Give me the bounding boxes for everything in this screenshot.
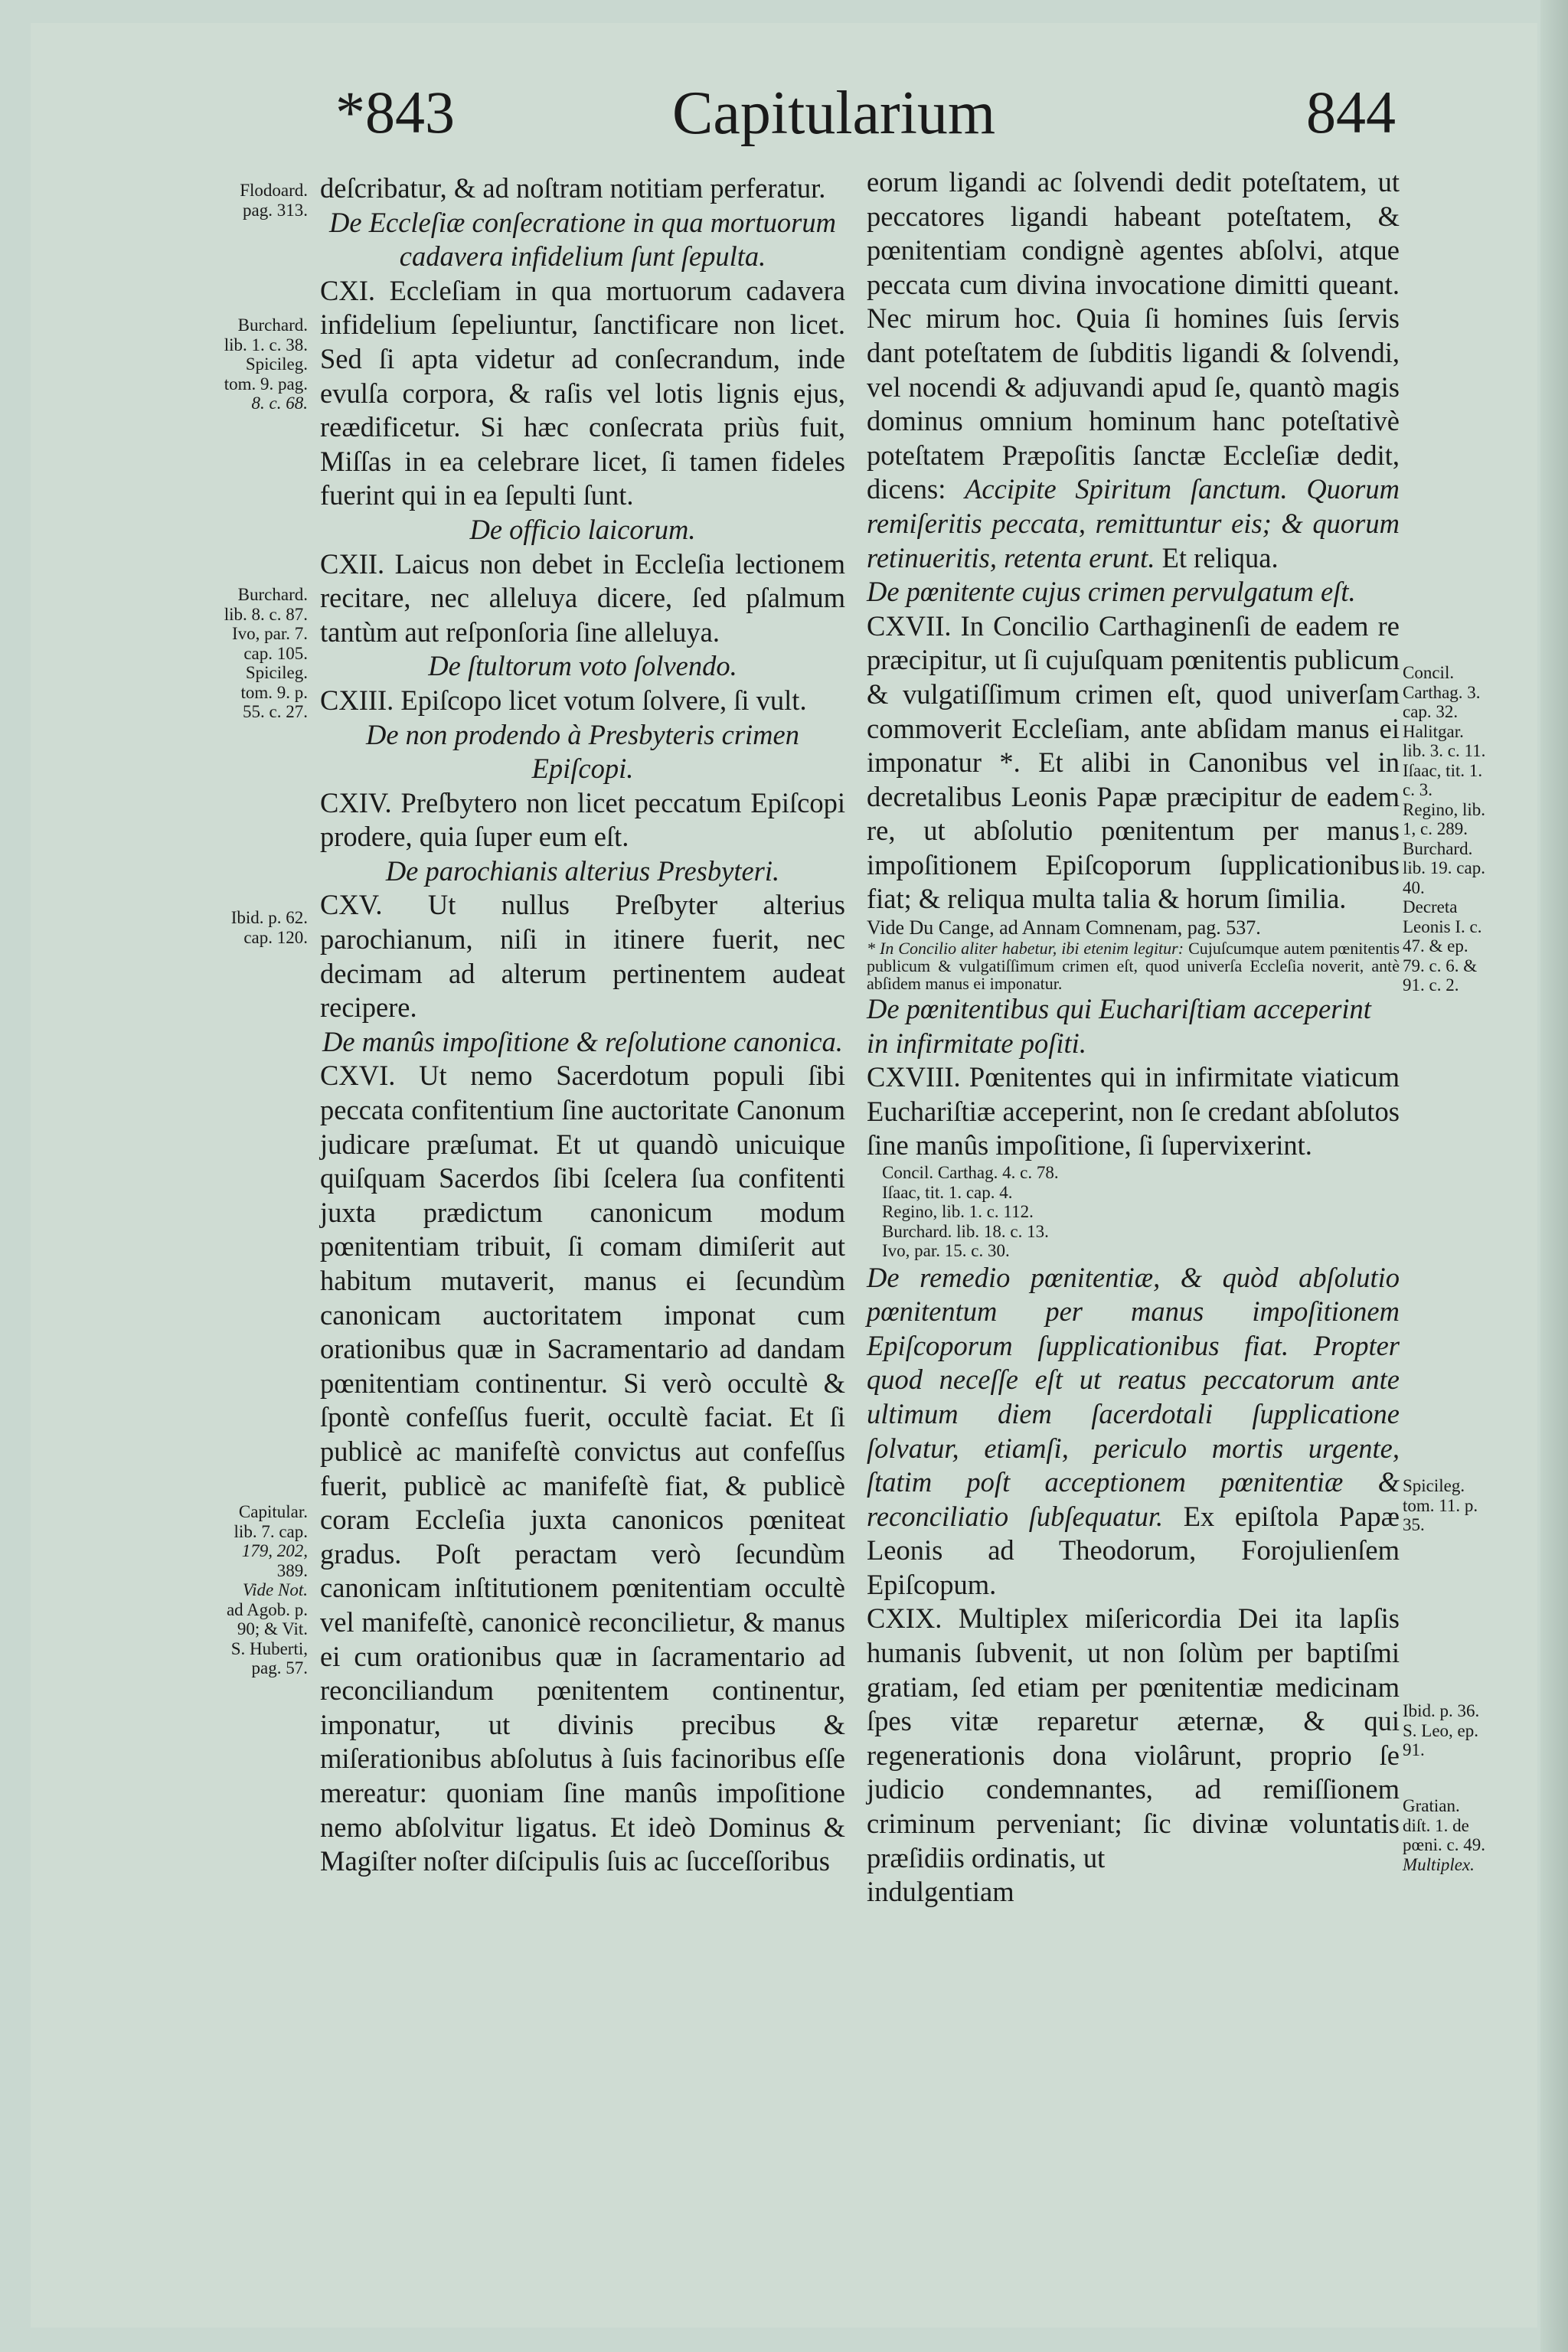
running-title: Capitularium [672, 80, 996, 147]
right-text-column [867, 165, 1400, 1909]
paragraph-cxix: CXIX. Multiplex miſericordia Dei ita lapſis humanis ſubvenit, ut non ſolùm per baptiſmi gratiam, ſed etiam per pœnitentiæ medicinam ſpes vitæ reparetur æternæ, & qui regenerationis dona violârunt, proprio ſe judicio condemnantes, ad remiſſionem criminum perveniant; ſic divinæ voluntatis præſidiis ordinatis, ut [867, 1602, 1400, 1873]
reference-item: Regino, lib. 1. c. 112. [882, 1202, 1034, 1222]
paragraph-cxv: CXV. Ut nullus Preſbyter alterius parochianum, niſi in itinere fuerit, nec decimam ad alterum pertinentem audeat recipere. [320, 889, 845, 1024]
margin-note-ibid: Ibid. p. 62. cap. 120. [230, 908, 308, 947]
section-heading: De remedio pœnitentiæ, & quòd abſolutio pœnitentum per manus impoſitionem Epiſcoporum ſupplicationibus fiat. Propter quod neceſſe eſt ut reatus peccatorum ante ultimum diem ſacerdotali ſupplicatione ſolvatur, etiamſi, periculo mortis urgente, ſtatim poſt acceptionem pœnitentiæ & reconciliatio ſubſequatur. Ex epiſtola Papæ Leonis ad Theodorum, Forojulienſem Epiſcopum. [867, 1261, 1400, 1600]
right-page-number: 844 [1306, 79, 1396, 145]
reference-list [882, 1163, 1400, 1261]
margin-note-ibid-leo: Ibid. p. 36. S. Leo, ep. 91. [1403, 1701, 1480, 1759]
paragraph-cxi: CXI. Eccleſiam in qua mortuorum cadavera infidelium ſepeliuntur, ſanctificare non licet. Sed ſi apta videtur ad conſecrandum, inde evulſa corpora, & raſis vel lotis lignis ejus, reædificetur. Si hæc conſecrata priùs fuit, Miſſas in ea celebrare licet, ſi tamen fideles fuerint qui in ea ſepulti ſunt. [320, 274, 845, 511]
margin-note-burchard-1: Burchard. lib. 1. c. 38. Spicileg. tom. 9. pag. 8. c. 68. [224, 315, 308, 413]
paragraph-continued: eorum ligandi ac ſolvendi dedit poteſtatem, ut peccatores ligandi habeant poteſtatem, & pœnitentiam condignè agentes abſolvi, atque peccata cum divina invocatione dimitti queant. Nec mirum hoc. Quia ſi homines ſuis ſervis dant poteſtatem de ſubditis ligandi & ſolvendi, vel nocendi & adjuvandi apud ſe, quantò magis dominus omnium hominum hanc poteſtativè poteſtatem Præpoſitis ſanctæ Eccleſiæ dedit, dicens: Accipite Spiritum ſanctum. Quorum remiſeritis peccata, remittuntur eis; & quorum retinueritis, retenta erunt. Et reliqua. [867, 166, 1400, 573]
section-heading: De officio laicorum. [469, 513, 696, 545]
section-heading: De manûs impoſitione & reſolutione canonica. [322, 1025, 843, 1057]
margin-note-gratian: Gratian. diſt. 1. de pœni. c. 49. Multiplex. [1403, 1796, 1485, 1874]
section-heading: De ſtultorum voto ſolvendo. [428, 650, 737, 682]
paragraph-cxii: CXII. Laicus non debet in Eccleſia lectionem recitare, nec alleluya dicere, ſed pſalmum tantùm aut reſponſoria ſine alleluya. [320, 547, 845, 648]
reference-item: Concil. Carthag. 4. c. 78. [882, 1163, 1059, 1183]
left-text-column [320, 172, 845, 1879]
reference-item: Burchard. lib. 18. c. 13. [882, 1221, 1049, 1241]
reference-item: Iſaac, tit. 1. cap. 4. [882, 1182, 1013, 1202]
section-heading: De parochianis alterius Presbyteri. [385, 854, 780, 887]
margin-note-spicileg: Spicileg. tom. 11. p. 35. [1403, 1476, 1478, 1534]
margin-note-flodoard: Flodoard. pag. 313. [240, 181, 308, 220]
vide-reference: Vide Du Cange, ad Annam Comnenam, pag. 537. [867, 916, 1261, 939]
section-heading: De pœnitente cujus crimen pervulgatum eſt. [867, 576, 1356, 608]
margin-note-burchard-8: Burchard. lib. 8. c. 87. Ivo, par. 7. cap. 105. Spicileg. tom. 9. p. 55. c. 27. [224, 585, 308, 721]
section-heading: De non prodendo à Presbyteris crimen Epiſcopi. [366, 718, 799, 785]
footnote: * In Concilio aliter habetur, ibi etenim legitur: Cujuſcumque autem pœnitentis publicum & vulgatiſſimum crimen eſt, quod univerſa Eccleſia noverit, antè abſidem manus ei imponatur. [867, 939, 1400, 994]
reference-item: Ivo, par. 15. c. 30. [882, 1241, 1010, 1261]
section-heading: De Eccleſiæ conſecratione in qua mortuorum cadavera infidelium ſunt ſepulta. [329, 206, 836, 273]
paragraph-cxvi: CXVI. Ut nemo Sacerdotum populi ſibi peccata confitentium ſine auctoritate Canonum judicare præſumat. Et ut quandò unicuique quiſquam Sacerdos ſibi ſcelera ſua confitenti juxta prædictum canonicum modum pœnitentiam tribuit, ſi comam dimiſerit aut habitum mutaverit, manus ei ſecundùm canonicam auctoritatem imponat cum orationibus quæ in Sacramentario ad dandam pœnitentiam continentur. Si verò occultè & ſpontè confeſſus fuerit, occultè faciat. Et ſi publicè ac manifeſtè convictus aut confeſſus fuerit, publicè ac manifeſtè fiat, & publicè coram Eccleſia juxta canonicos pœniteat gradus. Poſt peractam verò ſecundùm canonicam inſtitutionem pœnitentiam occultè vel manifeſtè, canonicè reconcilietur, & manus ei cum orationibus quæ in ſacramentario ad reconciliandum pœnitentem continentur, imponatur, ut divinis precibus & miſerationibus abſolutus à ſuis facinoribus eſſe mereatur: quoniam ſine manûs impoſitione nemo abſolvitur ligatus. Et ideò Dominus & Magiſter noſter diſcipulis ſuis ac ſucceſſoribus [320, 1060, 845, 1877]
paragraph-cxiii: CXIII. Epiſcopo licet votum ſolvere, ſi vult. [320, 684, 807, 716]
margin-note-concil: Concil. Carthag. 3. cap. 32. Halitgar. lib. 3. c. 11. Iſaac, tit. 1. c. 3. Regino, lib. 1, c. 289. Burchard. lib. 19. cap. 40. Decreta Leonis I. c. 47. & ep. 79. c. 6. & 91. c. 2. [1403, 663, 1486, 995]
paragraph-cxviii: CXVIII. Pœnitentes qui in infirmitate viaticum Euchariſtiæ acceperint, non ſe credant abſolutos ſine manûs impoſitione, ſi ſupervixerint. [867, 1061, 1400, 1161]
catchword: indulgentiam [867, 1876, 1014, 1908]
paragraph: deſcribatur, & ad noſtram notitiam perferatur. [320, 172, 826, 204]
paragraph-cxiv: CXIV. Preſbytero non licet peccatum Epiſcopi prodere, quia ſuper eum eſt. [320, 786, 845, 853]
page-edge [1540, 0, 1568, 2352]
margin-note-capitular: Capitular. lib. 7. cap. 179, 202, 389. Vide Not. ad Agob. p. 90; & Vit. S. Huberti, pag. 57. [226, 1502, 308, 1677]
paragraph-cxvii: CXVII. In Concilio Carthaginenſi de eadem re præcipitur, ut ſi cujuſquam pœnitentis publicum & vulgatiſſimum crimen eſt, quod univerſam commoverit Eccleſiam, ante abſidam manus ei imponatur *. Et alibi in Canonibus vel in decretalibus Leonis Papæ præcipitur de eadem re, ut abſolutio pœnitentum per manus impoſitionem Epiſcoporum ſupplicationibus fiat; & reliqua multa talia & horum ſimilia. [867, 609, 1400, 915]
left-page-number: *843 [335, 79, 455, 145]
section-heading: De pœnitentibus qui Euchariſtiam acceperint in infirmitate poſiti. [867, 993, 1371, 1059]
